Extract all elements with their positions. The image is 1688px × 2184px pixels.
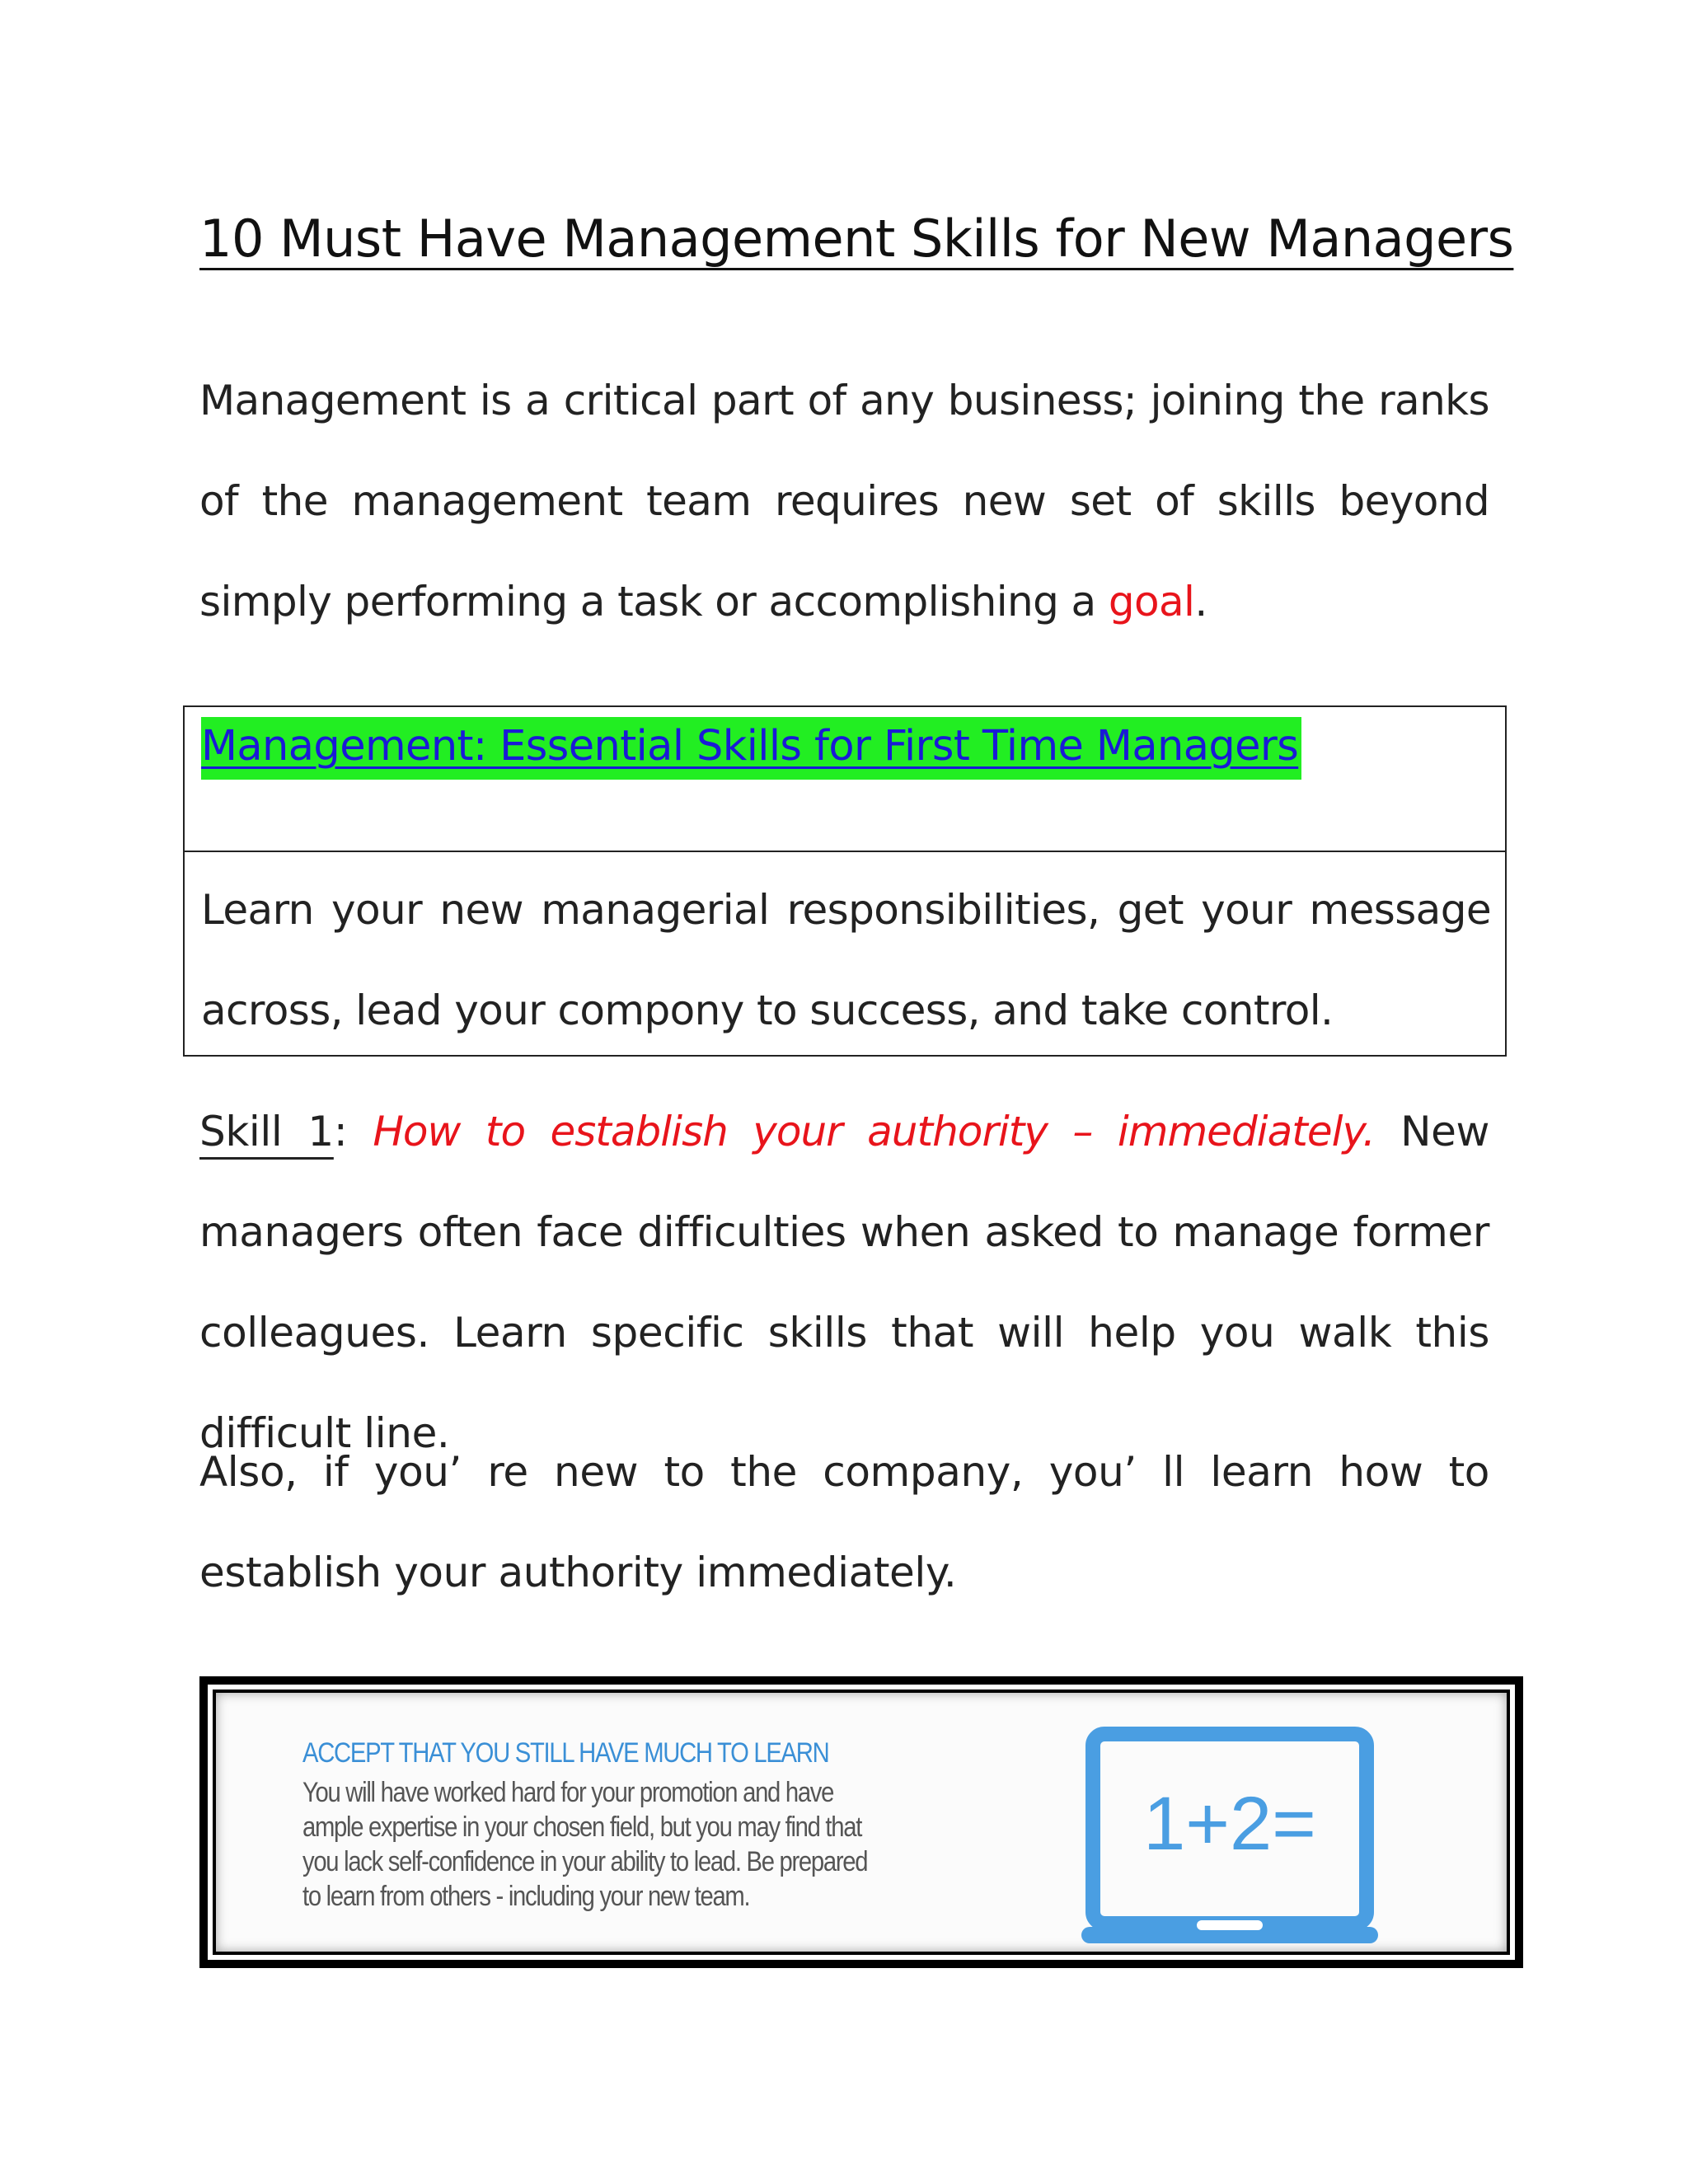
intro-paragraph <box>199 350 1489 652</box>
course-box-header <box>185 707 1505 852</box>
intro-highlight: goal <box>1108 578 1195 626</box>
skill-colon: : <box>333 1108 348 1155</box>
intro-text: Management is a critical part of any business; joining the ranks of the management team requires new set of skills beyond simply performing a task or accomplishing a <box>199 377 1489 626</box>
skill-label: Skill 1 <box>199 1108 334 1155</box>
figure-body <box>302 1775 867 1914</box>
laptop-icon <box>1081 1726 1378 1957</box>
also-paragraph: Also, if you’ re new to the company, you’ ll learn how to establish your authority immediately. <box>199 1448 1489 1596</box>
figure-heading: ACCEPT THAT YOU STILL HAVE MUCH TO LEARN <box>302 1737 829 1769</box>
figure-frame <box>213 1690 1510 1955</box>
figure-line: to learn from others - including your new team. <box>302 1881 750 1912</box>
course-box <box>183 705 1507 1057</box>
figure-line: ample expertise in your chosen field, but you may find that <box>302 1811 862 1843</box>
laptop-screen-text: 1+2= <box>1143 1782 1316 1866</box>
figure-line: You will have worked hard for your promotion and have <box>302 1777 834 1808</box>
figure-line: you lack self-confidence in your ability to lead. Be prepared <box>302 1846 868 1877</box>
intro-end: . <box>1194 578 1207 626</box>
skill-text: New managers often face difficulties when asked to manage former colleagues. Learn specific skills that will help you walk this difficult line. <box>199 1108 1489 1457</box>
course-link[interactable]: Management: Essential Skills for First Time Managers <box>201 717 1301 780</box>
figure-image <box>199 1676 1523 1968</box>
course-description: Learn your new managerial responsibilities, get your message across, lead your compony to success, and take control. <box>201 886 1491 1034</box>
page-title: 10 Must Have Management Skills for New Managers <box>199 209 1514 269</box>
skill-heading: How to establish your authority – immediately. <box>373 1108 1376 1155</box>
